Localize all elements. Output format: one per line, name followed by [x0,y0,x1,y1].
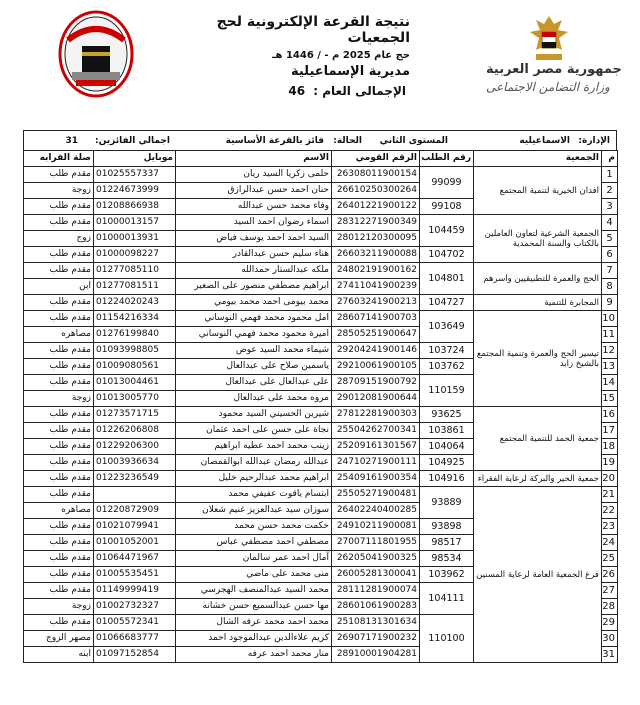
person-name: على عبدالعال على عبدالعال [176,375,332,391]
winners-label: اجمالي الفائزين: [95,136,170,146]
relation: زوجة [24,391,94,407]
winners-table [23,150,618,663]
person-name: ابتسام ياقوت عفيفي محمد [176,487,332,503]
request-number: 104801 [420,263,474,295]
national-id: 28111281900074 [332,583,420,599]
row-index: 30 [602,631,618,647]
national-id: 29204241900146 [332,343,420,359]
col-association: الجمعية [474,151,602,167]
mobile-number: 01013004461 [94,375,176,391]
association-name: جمعية الخير والبركة لرعاية الفقراء [474,471,602,487]
mobile-number: 01013005770 [94,391,176,407]
request-number: 104702 [420,247,474,263]
info-bar [23,130,617,150]
national-id: 26205041900325 [332,551,420,567]
relation: ابنه [24,647,94,663]
mobile-number: 01154216334 [94,311,176,327]
relation: مقدم طلب [24,167,94,183]
row-index: 24 [602,535,618,551]
request-number: 93898 [420,519,474,535]
person-name: محمد السيد عبدالمنصف الهجرسي [176,583,332,599]
national-id: 26402240400285 [332,503,420,519]
relation: مقدم طلب [24,407,94,423]
mobile-number: 01000098227 [94,247,176,263]
row-index: 26 [602,567,618,583]
mobile-number: 01097152854 [94,647,176,663]
person-name: ابراهيم مصطفي منصور على الصغير [176,279,332,295]
table-row [24,487,618,503]
relation: مقدم طلب [24,375,94,391]
title-block [180,14,410,98]
person-name: ياسمين صلاح على عبدالعال [176,359,332,375]
relation: مقدم طلب [24,615,94,631]
association-name: تيسير الحج والعمرة وتنمية المجتمع بالشيخ زايد [474,311,602,407]
relation: مقدم طلب [24,199,94,215]
col-idx: م [602,151,618,167]
row-index: 28 [602,599,618,615]
national-id: 27007111801955 [332,535,420,551]
row-index: 8 [602,279,618,295]
request-number: 103649 [420,311,474,343]
request-number: 103962 [420,567,474,583]
person-name: مها حسن عبدالسميع حسن خشانه [176,599,332,615]
row-index: 5 [602,231,618,247]
request-number: 110159 [420,375,474,407]
mobile-number: 01276199840 [94,327,176,343]
mobile-number: 01003936634 [94,455,176,471]
national-id: 28012120300095 [332,231,420,247]
person-name: حنان احمد حسن عبدالرازق [176,183,332,199]
hajj-logo-icon [58,10,134,100]
country-name: جمهورية مصر العربية [486,62,622,77]
person-name: كريم علاءالدين عبدالموجود احمد [176,631,332,647]
mobile-number: 01064471967 [94,551,176,567]
relation: مقدم طلب [24,439,94,455]
mobile-number: 01223236549 [94,471,176,487]
request-number: 104459 [420,215,474,247]
relation: زوجة [24,183,94,199]
row-index: 2 [602,183,618,199]
year-line: حج عام 2025 م - / 1446 هـ [272,50,410,61]
row-index: 7 [602,263,618,279]
admin-value: الاسماعيليه [519,136,570,146]
national-id: 27603241900213 [332,295,420,311]
person-name: اميرة محمود محمد فهمي النوساني [176,327,332,343]
row-index: 23 [602,519,618,535]
national-id: 29012081900644 [332,391,420,407]
request-number: 103861 [420,423,474,439]
person-name: آمال احمد عمر سالمان [176,551,332,567]
national-id: 28910001904281 [332,647,420,663]
national-id: 25409161900354 [332,471,420,487]
relation: مقدم طلب [24,295,94,311]
person-name: نجاة على حسن على احمد عثمان [176,423,332,439]
person-name: زينب محمد احمد عطيه ابراهيم [176,439,332,455]
request-number: 99099 [420,167,474,199]
relation: مقدم طلب [24,519,94,535]
relation: مقدم طلب [24,471,94,487]
request-number: 103762 [420,359,474,375]
grand-total [180,84,410,98]
national-id: 25504262700341 [332,423,420,439]
request-number: 104727 [420,295,474,311]
col-relation: صلة القرابه [24,151,94,167]
mobile-number: 01021079941 [94,519,176,535]
row-index: 11 [602,327,618,343]
page-title: نتيجة القرعة الإلكترونية لحج الجمعيات [216,14,410,46]
person-name: مروه محمد على عبدالعال [176,391,332,407]
mobile-number: 01273571715 [94,407,176,423]
request-number: 98517 [420,535,474,551]
mobile-number: 01000013931 [94,231,176,247]
relation: مقدم طلب [24,247,94,263]
person-name: منى محمد على ماضي [176,567,332,583]
ministry-name: وزارة التضامن الاجتماعى [486,80,610,94]
national-id: 27812281900303 [332,407,420,423]
relation: مقدم طلب [24,359,94,375]
mobile-number: 01208866938 [94,199,176,215]
row-index: 6 [602,247,618,263]
national-id: 28709151900792 [332,375,420,391]
relation: مصهر الزوج [24,631,94,647]
row-index: 22 [602,503,618,519]
request-number: 104925 [420,455,474,471]
person-name: وفاء محمد حسن عبدالله [176,199,332,215]
col-national-id: الرقم القومي [332,151,420,167]
row-index: 21 [602,487,618,503]
relation: مصاهره [24,327,94,343]
person-name: حكمت محمد حسن محمد [176,519,332,535]
col-request: رقم الطلب [420,151,474,167]
association-name: فرع الجمعية العامة لرعاية المسنين [474,487,602,663]
row-index: 4 [602,215,618,231]
row-index: 12 [602,343,618,359]
person-name: محمد احمد محمد عرفه الشال [176,615,332,631]
person-name: عبدالله رمضان عبدالله ابوالقمصان [176,455,332,471]
national-id: 24910211900081 [332,519,420,535]
relation: زوج [24,231,94,247]
national-id: 26907171900232 [332,631,420,647]
national-id: 28312271900349 [332,215,420,231]
relation: مصاهره [24,503,94,519]
grand-total-value: 46 [288,84,306,98]
national-id: 25209161301567 [332,439,420,455]
request-number: 93889 [420,487,474,519]
relation: مقدم طلب [24,551,94,567]
col-mobile: موبايل [94,151,176,167]
national-id: 27411041900239 [332,279,420,295]
request-number: 98534 [420,551,474,567]
national-id: 28607141900703 [332,311,420,327]
row-index: 13 [602,359,618,375]
relation: مقدم طلب [24,311,94,327]
person-name: منار محمد احمد عرفه [176,647,332,663]
mobile-number: 01277081511 [94,279,176,295]
national-id: 25505271900481 [332,487,420,503]
row-index: 17 [602,423,618,439]
association-name: المجابرة للتنمية [474,295,602,311]
mobile-number: 01220872909 [94,503,176,519]
egypt-eagle-icon [528,12,570,64]
relation: مقدم طلب [24,423,94,439]
association-name: الحج والعمرة للتطبيقيين واسرهم [474,263,602,295]
association-name: افدان الخيرية لتنمية المجتمع [474,167,602,215]
request-number: 103724 [420,343,474,359]
winners-value: 31 [65,136,78,146]
person-name: مصطفي احمد مصطفي عباس [176,535,332,551]
person-name: هناء سليم حسن عبدالقادر [176,247,332,263]
grand-total-label: الإجمالى العام : [313,84,406,98]
table-header-row [24,151,618,167]
mobile-number: 01001052001 [94,535,176,551]
national-id: 28505251900647 [332,327,420,343]
person-name: محمد بيومى احمد محمد بيومي [176,295,332,311]
status-value: فائز بالقرعة الأساسية [225,136,324,146]
national-id: 28601061900283 [332,599,420,615]
row-index: 25 [602,551,618,567]
mobile-number: 01226206808 [94,423,176,439]
person-name: سوزان سيد عبدالعزيز غنيم شعلان [176,503,332,519]
national-id: 26308011900154 [332,167,420,183]
admin-label: الإدارة: [578,136,610,146]
national-id: 26610250300264 [332,183,420,199]
mobile-number: 01224673999 [94,183,176,199]
mobile-number: 01093998805 [94,343,176,359]
row-index: 15 [602,391,618,407]
association-name: الجمعية الشرعية لتعاون العاملين بالكتاب والسنة المحمدية [474,215,602,263]
row-index: 18 [602,439,618,455]
table-row [24,471,618,487]
national-id: 29210061900105 [332,359,420,375]
row-index: 9 [602,295,618,311]
status-label: الحالة: [333,136,362,146]
mobile-number [94,487,176,503]
table-row [24,407,618,423]
row-index: 16 [602,407,618,423]
row-index: 10 [602,311,618,327]
relation: مقدم طلب [24,487,94,503]
ministry-block [486,62,622,94]
national-id: 24802191900162 [332,263,420,279]
directorate: مديرية الإسماعيلية [290,64,410,79]
person-name: ملكه عبدالستار حمدالله [176,263,332,279]
person-name: اسماء رضوان احمد السيد [176,215,332,231]
person-name: حلمى زكريا السيد ريان [176,167,332,183]
request-number: 110100 [420,615,474,663]
person-name: السيد احمد احمد يوسف فياض [176,231,332,247]
national-id: 25108131301634 [332,615,420,631]
relation: مقدم طلب [24,583,94,599]
mobile-number: 01002732327 [94,599,176,615]
mobile-number: 01005572341 [94,615,176,631]
request-number: 104916 [420,471,474,487]
mobile-number: 01005535451 [94,567,176,583]
national-id: 26005281300041 [332,567,420,583]
row-index: 3 [602,199,618,215]
row-index: 19 [602,455,618,471]
table-body [24,167,618,663]
relation: مقدم طلب [24,215,94,231]
row-index: 20 [602,471,618,487]
national-id: 24710271900111 [332,455,420,471]
table-row [24,311,618,327]
row-index: 27 [602,583,618,599]
col-name: الاسم [176,151,332,167]
row-index: 31 [602,647,618,663]
mobile-number: 01229206300 [94,439,176,455]
person-name: امل محمود محمد فهمي النوساني [176,311,332,327]
relation: مقدم طلب [24,455,94,471]
request-number: 99108 [420,199,474,215]
relation: مقدم طلب [24,343,94,359]
person-name: ابراهيم محمد عبدالرحيم خليل [176,471,332,487]
relation: مقدم طلب [24,535,94,551]
row-index: 1 [602,167,618,183]
national-id: 26603211900088 [332,247,420,263]
mobile-number: 01149999419 [94,583,176,599]
national-id: 26401221900122 [332,199,420,215]
table-row [24,167,618,183]
mobile-number: 01277085110 [94,263,176,279]
mobile-number: 01066683777 [94,631,176,647]
row-index: 14 [602,375,618,391]
mobile-number: 01224020243 [94,295,176,311]
person-name: شيرين الحسيني السيد محمود [176,407,332,423]
association-name: جمعية الحمد للتنمية المجتمع [474,407,602,471]
mobile-number: 01025557337 [94,167,176,183]
person-name: شيماء محمد السيد عوض [176,343,332,359]
request-number: 104111 [420,583,474,615]
table-row [24,295,618,311]
relation: مقدم طلب [24,567,94,583]
table-row [24,263,618,279]
mobile-number: 01000013157 [94,215,176,231]
relation: زوجة [24,599,94,615]
mobile-number: 01009080561 [94,359,176,375]
row-index: 29 [602,615,618,631]
level-label: المستوى الثاني [379,136,448,146]
request-number: 93625 [420,407,474,423]
relation: ابن [24,279,94,295]
relation: مقدم طلب [24,263,94,279]
request-number: 104064 [420,439,474,455]
table-row [24,215,618,231]
